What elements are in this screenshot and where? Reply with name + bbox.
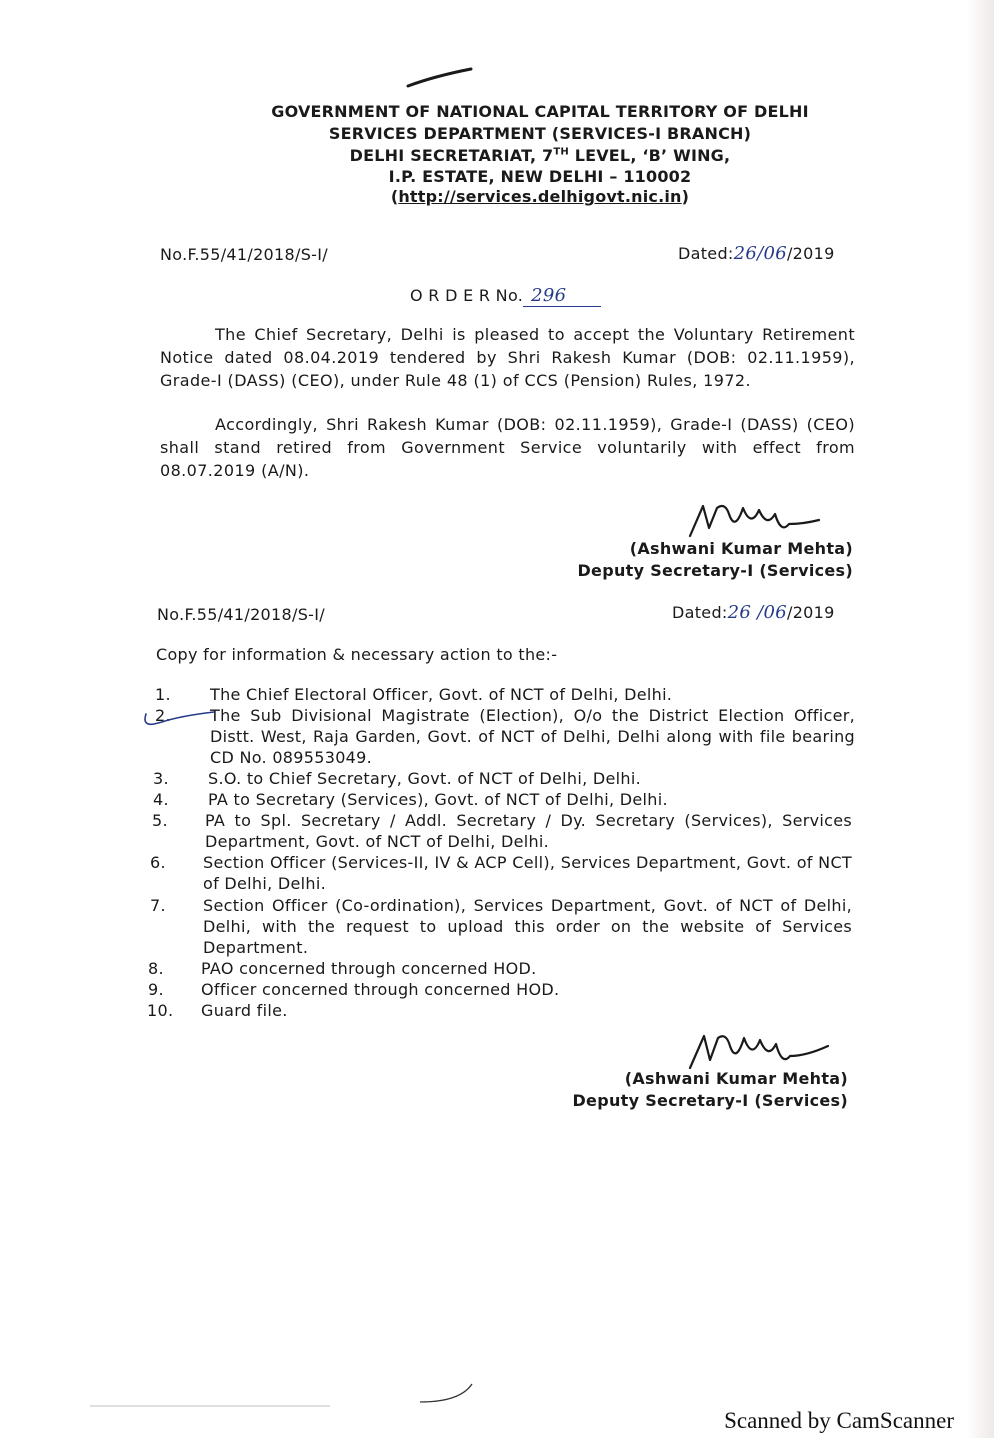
- website-link[interactable]: http://services.delhigovt.nic.in: [398, 187, 682, 206]
- order-paragraph-1: The Chief Secretary, Delhi is pleased to accept the Voluntary Retirement Notice dated 08.04.2019 tendered by Shri Rakesh Kumar (DOB: 02.11.1959), Grade-I (DASS) (CEO), under Rule 48 (1) of CCS (Pension) Rules, 1972.: [160, 325, 855, 390]
- list-item: 3. S.O. to Chief Secretary, Govt. of NCT of Delhi, Delhi.: [153, 769, 641, 788]
- handwritten-date: 26/06: [733, 243, 787, 264]
- signatory-designation-2: Deputy Secretary-I (Services): [572, 1091, 848, 1110]
- order-paragraph-2: Accordingly, Shri Rakesh Kumar (DOB: 02.11.1959), Grade-I (DASS) (CEO) shall stand retired from Government Service voluntarily with effect from 08.07.2019 (A/N).: [160, 415, 855, 480]
- list-item: 4. PA to Secretary (Services), Govt. of NCT of Delhi, Delhi.: [153, 790, 668, 809]
- header-line-1: GOVERNMENT OF NATIONAL CAPITAL TERRITORY OF DELHI: [271, 102, 809, 121]
- handwritten-mark-top: [405, 66, 475, 91]
- copy-file-number: No.F.55/41/2018/S-I/: [157, 605, 325, 624]
- scan-edge-shadow: [966, 0, 994, 1438]
- order-date: Dated:26/06/2019: [678, 243, 835, 264]
- list-item: 10. Guard file.: [147, 1001, 288, 1020]
- header-line-3: DELHI SECRETARIAT, 7TH LEVEL, ‘B’ WING,: [349, 146, 731, 165]
- list-item: 9. Officer concerned through concerned HOD.: [148, 980, 560, 999]
- header-line-2: SERVICES DEPARTMENT (SERVICES-I BRANCH): [328, 124, 752, 143]
- page-bottom-marks: [90, 1380, 650, 1410]
- list-item: 5. PA to Spl. Secretary / Addl. Secretary / Dy. Secretary (Services), Services Department, Govt. of NCT of Delhi, Delhi.: [152, 811, 852, 851]
- handwritten-tick-mark: [140, 704, 220, 730]
- handwritten-order-number: 296: [523, 285, 601, 307]
- signature-mark: [685, 498, 825, 543]
- signatory-name: (Ashwani Kumar Mehta): [629, 539, 853, 558]
- copy-date: Dated:26 /06/2019: [672, 602, 835, 623]
- list-item: 2. The Sub Divisional Magistrate (Election), O/o the District Election Officer, Distt. West, Raja Garden, Govt. of NCT of Delhi, Delhi along with file bearing CD No. 089553049.: [155, 706, 855, 767]
- list-item: 7. Section Officer (Co-ordination), Services Department, Govt. of NCT of Delhi, Delhi, with the request to upload this order on the website of Services Department.: [150, 896, 852, 957]
- list-item: 1. The Chief Electoral Officer, Govt. of NCT of Delhi, Delhi.: [155, 685, 673, 704]
- order-number: O R D E R No. 296: [410, 285, 601, 307]
- list-item: 8. PAO concerned through concerned HOD.: [148, 959, 537, 978]
- header-url-line: (http://services.delhigovt.nic.in): [390, 187, 690, 206]
- camscanner-watermark: Scanned by CamScanner: [724, 1408, 954, 1433]
- handwritten-copy-date: 26 /06: [727, 602, 787, 623]
- signatory-name-2: (Ashwani Kumar Mehta): [624, 1069, 848, 1088]
- copy-intro: Copy for information & necessary action to the:-: [156, 645, 558, 664]
- header-line-4: I.P. ESTATE, NEW DELHI – 110002: [388, 167, 692, 186]
- signatory-designation: Deputy Secretary-I (Services): [577, 561, 853, 580]
- file-number: No.F.55/41/2018/S-I/: [160, 245, 328, 264]
- list-item: 6. Section Officer (Services-II, IV & ACP Cell), Services Department, Govt. of NCT of Delhi, Delhi.: [150, 853, 852, 893]
